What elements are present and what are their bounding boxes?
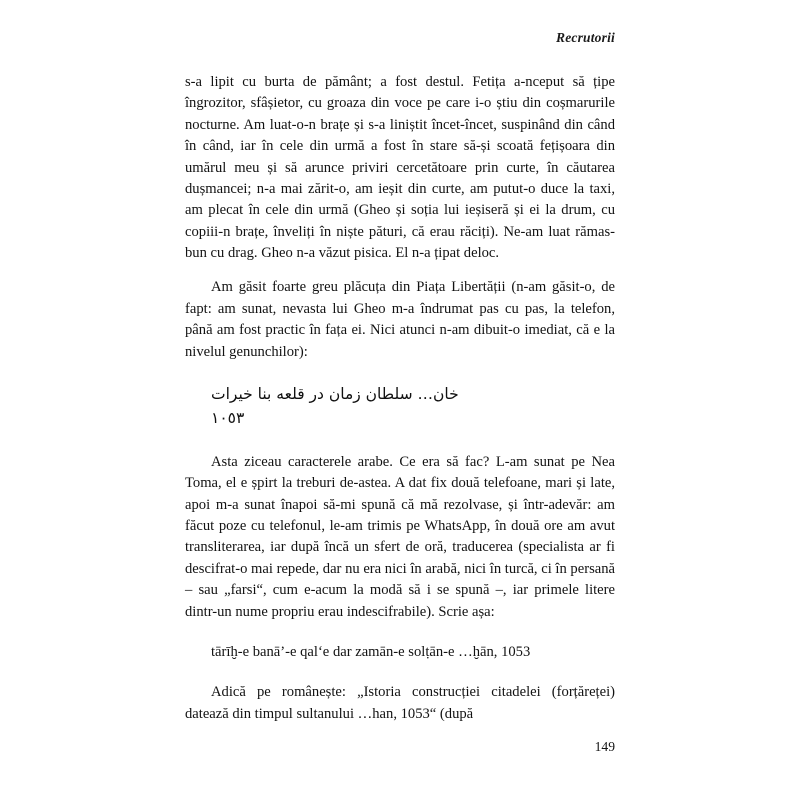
paragraph-2: Am găsit foarte greu plăcuța din Piața Libertății (n-am găsit-o, de fapt: am sunat, nevasta lui Gheo m-a îndrumat pas cu pas, la telefon, până am fost practic în fața ei. Nici atunci n-am dibuit-o imediat, că e la nivelul genunchilor): [185,279,615,360]
transliteration-gap-top [185,623,615,642]
paragraph-gap [185,264,615,277]
arabic-inscription-line-1: خان… سلطان زمان در قلعه بنا خیرات [211,384,459,403]
paragraph-4: Adică pe românește: „Istoria construcției citadelei (forțăreței) datează din timpul sultanului …han, 1053“ (după [185,684,615,722]
page-number: 149 [594,739,615,754]
arabic-inscription-line-2: ١٠٥٣ [211,408,245,427]
inscription-gap-top [185,363,615,382]
body-text [185,72,615,363]
inscription-gap-bottom [185,430,615,452]
page-content-column [185,30,615,770]
transliteration-gap-bottom [185,663,615,682]
body-text-continued [185,452,615,623]
paragraph-3: Asta ziceau caracterele arabe. Ce era să fac? L-am sunat pe Nea Toma, el e șpirt la treburi de-astea. A dat fix două telefoane, mari și late, apoi m-a sunat înapoi să-mi spună că mă rezolvase, și într-adevăr: am făcut poze cu telefonul, le-am trimis pe WhatsApp, în două ore am avut transliterarea, iar după încă un sfert de oră, traducerea (specialista ar fi descifrat-o mai repede, dar nu era nici în arabă, nici în turcă, ci în persană – sau „farsi“, cum e-acum la modă să i se spună –, iar primele litere dintr-un nume propriu erau indescifrabile). Scrie așa: [185,453,615,620]
paragraph-1: s-a lipit cu burta de pământ; a fost destul. Fetița a-nceput să țipe îngrozitor, sfâșietor, cu groaza din voce pe care i-o știu din coșmarurile nocturne. Am luat-o-n brațe și s-a liniștit încet-încet, suspinând din când în când, iar în cele din urmă a fost în stare să-și scoată fețișoara din umărul meu și să arunce priviri cercetătoare prin curte, în căutarea dușmancei; n-a mai zărit-o, am ieșit din curte, am putut-o duce la taxi, am plecat în cele din urmă (Gheo și soția lui ieșiseră și ei la drum, cu copiii-n brațe, înveliți în niște pături, că erau răciți). Ne-am luat rămas-bun cu drag. Gheo n-a văzut pisica. El n-a țipat deloc. [185,74,615,261]
running-head: Recrutorii [555,30,615,45]
arabic-inscription-block [185,382,615,430]
transliteration-line: tārīḫ-e banā’-e qal‘e dar zamān-e solṭān-e …ḫān, 1053 [211,643,531,660]
body-text-final [185,682,615,725]
